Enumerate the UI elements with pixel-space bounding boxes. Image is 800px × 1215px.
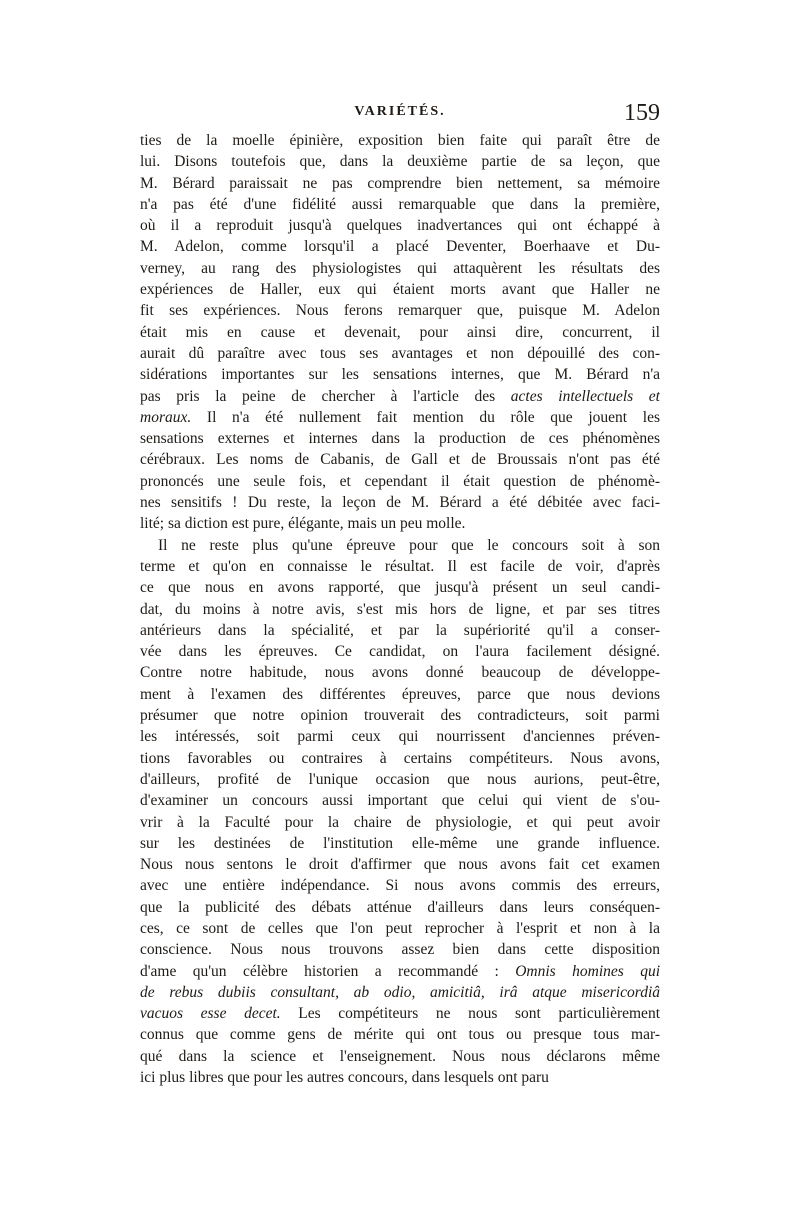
text-line xyxy=(140,364,660,385)
text-line xyxy=(140,513,660,534)
text-line xyxy=(140,428,660,449)
text-segment: dat, du moins à notre avis, s'est mis hors de ligne, et par ses titres xyxy=(140,600,660,618)
text-line xyxy=(140,1046,660,1067)
text-line xyxy=(140,769,660,790)
text-line xyxy=(140,897,660,918)
body-text xyxy=(140,130,660,1088)
text-segment: Contre notre habitude, nous avons donné beaucoup de développe- xyxy=(140,664,660,682)
text-line xyxy=(140,556,660,577)
text-line xyxy=(140,130,660,151)
text-segment: tions favorables ou contraires à certains compétiteurs. Nous avons, xyxy=(140,749,660,767)
text-line xyxy=(140,322,660,343)
text-segment: avec une entière indépendance. Si nous avons commis des erreurs, xyxy=(140,877,660,895)
text-line xyxy=(140,279,660,300)
text-line xyxy=(140,875,660,896)
text-line xyxy=(140,1003,660,1024)
text-segment: ici plus libres que pour les autres concours, dans lesquels ont paru xyxy=(140,1069,549,1087)
text-line xyxy=(140,258,660,279)
text-line xyxy=(140,641,660,662)
text-segment: d'ame qu'un célèbre historien a recommandé : xyxy=(140,962,516,980)
text-segment: ment à l'examen des différentes épreuves, parce que nous devions xyxy=(140,685,660,703)
text-segment: vée dans les épreuves. Ce candidat, on l'aura facilement désigné. xyxy=(140,643,660,661)
text-segment: terme et qu'on en connaisse le résultat. Il est facile de voir, d'après xyxy=(140,557,660,575)
text-segment: Les compétiteurs ne nous sont particulièrement xyxy=(280,1005,660,1023)
text-segment: sensations externes et internes dans la production de ces phénomènes xyxy=(140,430,660,448)
italic-segment: de rebus dubiis consultant, ab odio, amicitiâ, irâ atque misericordiâ xyxy=(140,983,660,1001)
text-line xyxy=(140,939,660,960)
text-line xyxy=(140,961,660,982)
text-segment: conscience. Nous nous trouvons assez bien dans cette disposition xyxy=(140,941,660,959)
text-segment: M. Adelon, comme lorsqu'il a placé Deventer, Boerhaave et Du- xyxy=(140,238,660,256)
text-segment: fit ses expériences. Nous ferons remarquer que, puisque M. Adelon xyxy=(140,302,660,320)
text-line xyxy=(140,386,660,407)
text-line xyxy=(140,1024,660,1045)
text-segment: Il ne reste plus qu'une épreuve pour que le concours soit à son xyxy=(158,536,660,554)
text-segment: Nous nous sentons le droit d'affirmer que nous avons fait cet examen xyxy=(140,856,660,874)
text-line xyxy=(140,854,660,875)
text-line xyxy=(140,684,660,705)
text-segment: verney, au rang des physiologistes qui attaquèrent les résultats des xyxy=(140,259,660,277)
text-segment: Il n'a été nullement fait mention du rôle que jouent les xyxy=(191,408,660,426)
text-segment: présumer que notre opinion trouverait des contradicteurs, soit parmi xyxy=(140,707,660,725)
running-head xyxy=(140,100,660,130)
italic-segment: Omnis homines qui xyxy=(515,962,660,980)
text-line xyxy=(140,620,660,641)
text-segment: ces, ce sont de celles que l'on peut reprocher à l'esprit et non à la xyxy=(140,919,660,937)
text-line xyxy=(140,577,660,598)
text-line xyxy=(140,471,660,492)
text-line xyxy=(140,343,660,364)
italic-segment: moraux. xyxy=(140,408,192,426)
text-line xyxy=(140,918,660,939)
text-segment: aurait dû paraître avec tous ses avantages et non dépouillé des con- xyxy=(140,344,660,362)
text-segment: d'ailleurs, profité de l'unique occasion que nous aurions, peut-être, xyxy=(140,770,660,788)
text-segment: lité; sa diction est pure, élégante, mais un peu molle. xyxy=(140,515,466,533)
text-segment: connus que comme gens de mérite qui ont tous ou presque tous mar- xyxy=(140,1026,660,1044)
text-segment: M. Bérard paraissait ne pas comprendre bien nettement, sa mémoire xyxy=(140,174,660,192)
text-segment: prononcés une seule fois, et cependant il était question de phénomè- xyxy=(140,472,660,490)
text-line xyxy=(140,194,660,215)
text-line xyxy=(140,173,660,194)
running-title: VARIÉTÉS. xyxy=(354,104,446,119)
text-segment: vrir à la Faculté pour la chaire de physiologie, et qui peut avoir xyxy=(140,813,660,831)
text-line xyxy=(140,407,660,428)
text-line xyxy=(140,151,660,172)
text-segment: sur les destinées de l'institution elle-même une grande influence. xyxy=(140,834,660,852)
page-number: 159 xyxy=(624,100,660,126)
text-line xyxy=(140,300,660,321)
text-line xyxy=(140,1067,660,1088)
text-segment: d'examiner un concours aussi important que celui qui vient de s'ou- xyxy=(140,792,660,810)
text-line xyxy=(140,215,660,236)
text-segment: pas pris la peine de chercher à l'article des xyxy=(140,387,511,405)
text-line xyxy=(140,812,660,833)
paragraph xyxy=(140,130,660,535)
text-line xyxy=(140,705,660,726)
text-line xyxy=(140,982,660,1003)
text-line xyxy=(140,535,660,556)
italic-segment: actes intellectuels et xyxy=(510,387,660,405)
text-line xyxy=(140,662,660,683)
text-line xyxy=(140,790,660,811)
text-segment: sidérations importantes sur les sensations internes, que M. Bérard n'a xyxy=(140,366,660,384)
text-segment: nes sensitifs ! Du reste, la leçon de M. Bérard a été débitée avec faci- xyxy=(140,494,660,512)
text-line xyxy=(140,236,660,257)
text-line xyxy=(140,748,660,769)
text-segment: antérieurs dans la spécialité, et par la supériorité qu'il a conser- xyxy=(140,621,660,639)
text-segment: où il a reproduit jusqu'à quelques inadvertances qui ont échappé à xyxy=(140,217,660,235)
text-line xyxy=(140,726,660,747)
text-segment: lui. Disons toutefois que, dans la deuxième partie de sa leçon, que xyxy=(140,153,660,171)
paragraph xyxy=(140,535,660,1089)
text-segment: n'a pas été d'une fidélité aussi remarquable que dans la première, xyxy=(140,195,660,213)
text-line xyxy=(140,492,660,513)
text-line xyxy=(140,449,660,470)
text-segment: que la publicité des débats atténue d'ailleurs dans leurs conséquen- xyxy=(140,898,660,916)
text-segment: ce que nous en avons rapporté, que jusqu'à présent un seul candi- xyxy=(140,579,660,597)
italic-segment: vacuos esse decet. xyxy=(140,1005,281,1023)
text-line xyxy=(140,833,660,854)
text-segment: les intéressés, soit parmi ceux qui nourrissent d'anciennes préven- xyxy=(140,728,660,746)
text-line xyxy=(140,599,660,620)
text-segment: ties de la moelle épinière, exposition bien faite qui paraît être de xyxy=(140,132,660,149)
text-segment: cérébraux. Les noms de Cabanis, de Gall et de Broussais n'ont pas été xyxy=(140,451,660,469)
text-segment: qué dans la science et l'enseignement. Nous nous déclarons même xyxy=(140,1047,660,1065)
text-segment: expériences de Haller, eux qui étaient morts avant que Haller ne xyxy=(140,281,660,299)
text-segment: était mis en cause et devenait, pour ainsi dire, concurrent, il xyxy=(140,323,660,341)
